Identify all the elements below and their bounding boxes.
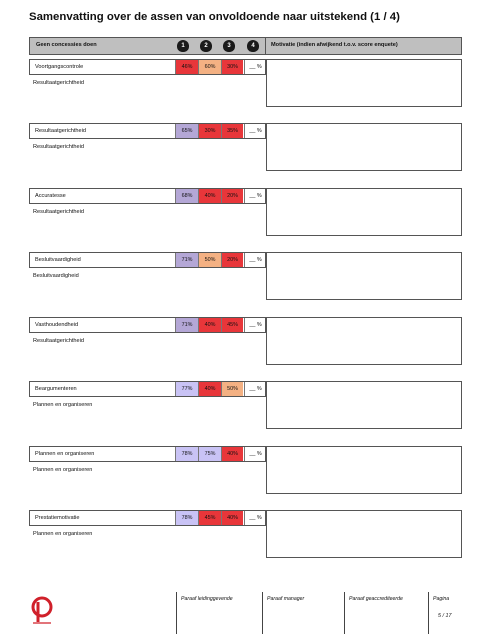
motivation-box[interactable] <box>266 188 462 236</box>
footer-cell-manager: Paraaf manager <box>262 592 344 634</box>
score-cell: 30% <box>198 124 221 138</box>
competency-category: Plannen en organiseren <box>33 467 93 473</box>
motivation-box[interactable] <box>266 59 462 107</box>
motivation-box[interactable] <box>266 317 462 365</box>
competency-row <box>29 252 266 268</box>
competency-category: Resultaatgerichtheid <box>33 144 84 150</box>
footer-cell-geaccrediteerde: Paraaf geaccrediteerde <box>344 592 428 634</box>
score-cell: 40% <box>221 447 243 461</box>
competency-block <box>29 317 462 365</box>
blank-percentage-field[interactable]: __ % <box>244 382 266 396</box>
footer-cell-leidinggevende: Paraaf leidinggevende <box>176 592 260 634</box>
competency-row <box>29 123 266 139</box>
table-header-left <box>29 37 266 55</box>
score-1-icon: 1 <box>177 40 189 52</box>
score-cell: 50% <box>198 253 221 267</box>
score-4-icon: 4 <box>247 40 259 52</box>
blank-percentage-field[interactable]: __ % <box>244 124 266 138</box>
score-cell: 65% <box>175 124 198 138</box>
score-cell: 78% <box>175 447 198 461</box>
competency-name: Beargumenteren <box>35 386 77 392</box>
competency-name: Accuratesse <box>35 193 66 199</box>
competency-category: Resultaatgerichtheid <box>33 209 84 215</box>
motivation-box[interactable] <box>266 123 462 171</box>
blank-percentage-field[interactable]: __ % <box>244 447 266 461</box>
score-cell: 60% <box>198 60 221 74</box>
signature-footer <box>176 592 462 634</box>
motivation-box[interactable] <box>266 381 462 429</box>
blank-percentage-field[interactable]: __ % <box>244 511 266 525</box>
competency-block <box>29 59 462 107</box>
competency-block <box>29 188 462 236</box>
blank-percentage-field[interactable]: __ % <box>244 60 266 74</box>
competency-block <box>29 252 462 300</box>
score-cell: 40% <box>198 189 221 203</box>
competency-row <box>29 188 266 204</box>
score-cell: 77% <box>175 382 198 396</box>
competency-row <box>29 510 266 526</box>
competency-name: Besluitvaardigheid <box>35 257 81 263</box>
score-cell: 40% <box>198 318 221 332</box>
competency-category: Resultaatgerichtheid <box>33 80 84 86</box>
company-logo-icon <box>30 596 54 626</box>
competency-row <box>29 59 266 75</box>
competency-name: Plannen en organiseren <box>35 451 95 457</box>
score-cell: 45% <box>221 318 243 332</box>
score-cell: 71% <box>175 318 198 332</box>
blank-percentage-field[interactable]: __ % <box>244 189 266 203</box>
competency-name: Vasthoudendheid <box>35 322 79 328</box>
competency-block <box>29 381 462 429</box>
score-cell: 20% <box>221 189 243 203</box>
score-cell: 30% <box>221 60 243 74</box>
competency-category: Plannen en organiseren <box>33 402 93 408</box>
motivation-box[interactable] <box>266 510 462 558</box>
score-cell: 35% <box>221 124 243 138</box>
score-cell: 78% <box>175 511 198 525</box>
competency-row <box>29 317 266 333</box>
competency-block <box>29 510 462 558</box>
page-number: 5 / 17 <box>438 613 452 619</box>
blank-percentage-field[interactable]: __ % <box>244 318 266 332</box>
score-cell: 40% <box>198 382 221 396</box>
competency-category: Plannen en organiseren <box>33 531 93 537</box>
score-cell: 45% <box>198 511 221 525</box>
score-cell: 71% <box>175 253 198 267</box>
page-title: Samenvatting over de assen van onvoldoende naar uitstekend (1 / 4) <box>29 11 400 23</box>
competency-category: Resultaatgerichtheid <box>33 338 84 344</box>
blank-percentage-field[interactable]: __ % <box>244 253 266 267</box>
score-cell: 75% <box>198 447 221 461</box>
competency-category: Besluitvaardigheid <box>33 273 79 279</box>
score-3-icon: 3 <box>223 40 235 52</box>
competency-row <box>29 381 266 397</box>
header-left-label: Geen concessies doen <box>36 42 97 48</box>
score-cell: 40% <box>221 511 243 525</box>
score-cell: 68% <box>175 189 198 203</box>
competency-block <box>29 446 462 494</box>
motivation-box[interactable] <box>266 252 462 300</box>
score-2-icon: 2 <box>200 40 212 52</box>
table-header-right <box>266 37 462 55</box>
score-cell: 50% <box>221 382 243 396</box>
score-cell: 46% <box>175 60 198 74</box>
competency-name: Prestatiemotivatie <box>35 515 80 521</box>
competency-row <box>29 446 266 462</box>
footer-cell-pagina: Pagina <box>428 592 462 634</box>
header-right-label: Motivatie (indien afwijkend t.o.v. score enquete) <box>271 42 398 48</box>
competency-name: Voortgangscontrole <box>35 64 84 70</box>
competency-block <box>29 123 462 171</box>
score-cell: 20% <box>221 253 243 267</box>
competency-name: Resultaatgerichtheid <box>35 128 86 134</box>
motivation-box[interactable] <box>266 446 462 494</box>
